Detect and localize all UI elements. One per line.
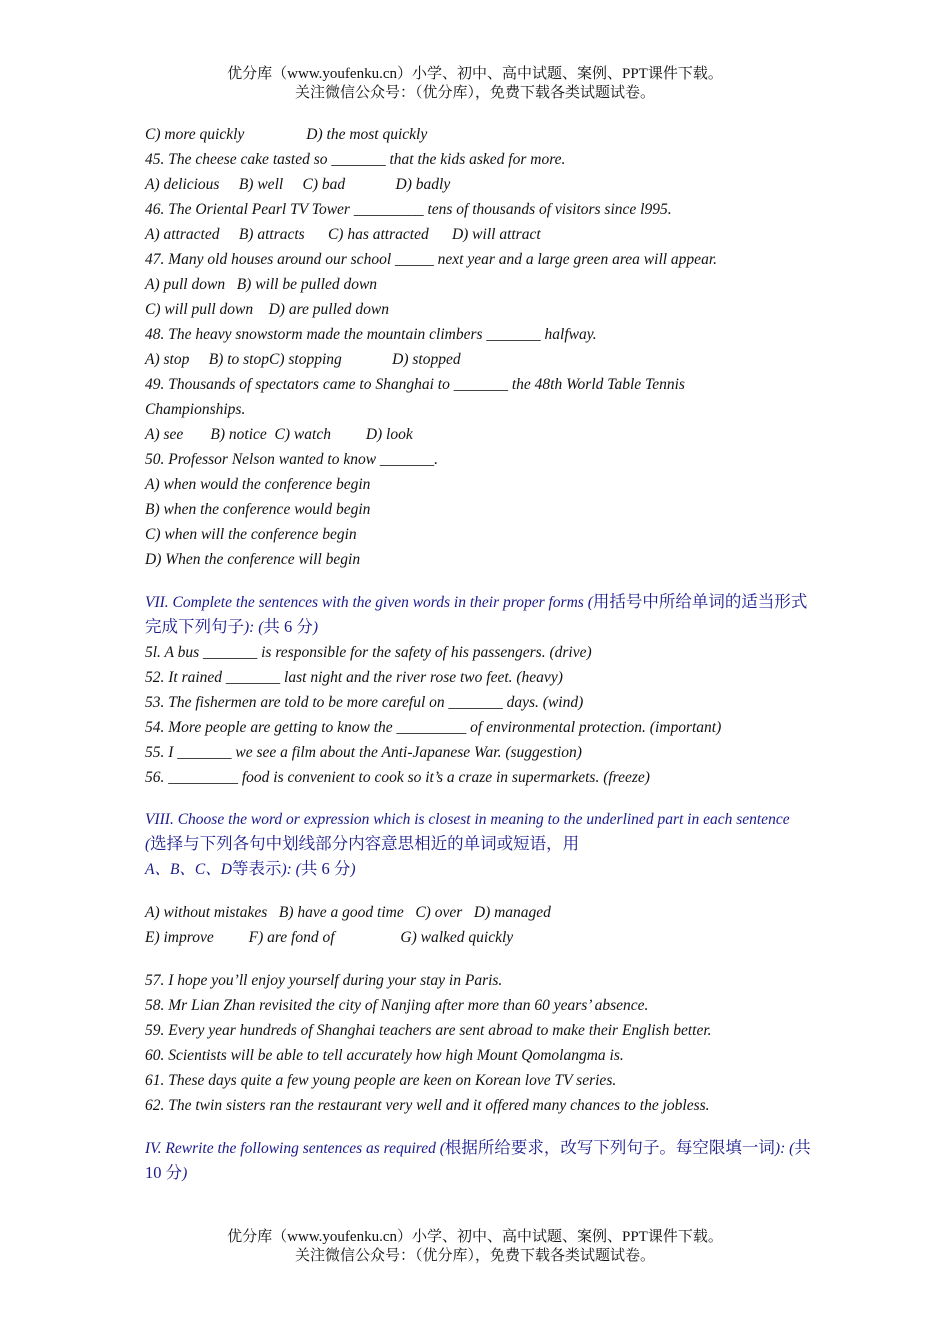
question-line: 47. Many old houses around our school _____ next year and a large green area will appear.	[145, 251, 718, 268]
section-8-option-line: E) improve F) are fond of G) walked quickly	[145, 929, 514, 946]
question-line: A) see B) notice C) watch D) look	[145, 426, 413, 443]
section-7-question: 52. It rained _______ last night and the river rose two feet. (heavy)	[145, 669, 563, 686]
section-8-question: 60. Scientists will be able to tell accurately how high Mount Qomolangma is.	[145, 1047, 624, 1064]
section-8-question: 59. Every year hundreds of Shanghai teachers are sent abroad to make their English better.	[145, 1022, 712, 1039]
question-line: D) When the conference will begin	[145, 551, 361, 568]
section-8-question: 57. I hope you’ll enjoy yourself during your stay in Paris.	[145, 972, 503, 989]
question-line: A) when would the conference begin	[145, 476, 371, 493]
question-line: Championships.	[145, 401, 246, 418]
question-line: C) will pull down D) are pulled down	[145, 301, 389, 318]
multiple-choice-block	[145, 122, 815, 572]
question-line: 46. The Oriental Pearl TV Tower _________ tens of thousands of visitors since l995.	[145, 201, 672, 218]
footer-line-2: 关注微信公众号：（优分库），免费下载各类试题试卷。	[294, 1248, 655, 1264]
question-line: A) stop B) to stopC) stopping D) stopped	[145, 351, 461, 368]
section-7-question: 54. More people are getting to know the _________ of environmental protection. (important)	[145, 719, 722, 736]
section-8-options	[145, 900, 815, 950]
section-7-question: 5l. A bus _______ is responsible for the safety of his passengers. (drive)	[145, 644, 592, 661]
section-7-question: 56. _________ food is convenient to cook so it’s a craze in supermarkets. (freeze)	[145, 769, 650, 786]
page-header	[0, 65, 950, 103]
section-8-question: 61. These days quite a few young people are keen on Korean love TV series.	[145, 1072, 617, 1089]
question-line: C) when will the conference begin	[145, 526, 357, 543]
question-line: A) delicious B) well C) bad D) badly	[145, 176, 451, 193]
section-8-option-line: A) without mistakes B) have a good time C) over D) managed	[145, 904, 551, 921]
section-8-title: VIII. Choose the word or expression which is closest in meaning to the underlined part in each sentence (选择与下列各句中划线部分内容意思相近的单词或短语，用 A、B、C、D等表示): (共 6 分)	[145, 811, 790, 878]
section-8-items	[145, 968, 815, 1118]
question-line: C) more quickly D) the most quickly	[145, 126, 428, 143]
section-7-question: 55. I _______ we see a film about the Anti-Japanese War. (suggestion)	[145, 744, 582, 761]
header-line-1: 优分库（www.youfenku.cn）小学、初中、高中试题、案例、PPT课件下载。	[227, 66, 723, 82]
question-line: B) when the conference would begin	[145, 501, 371, 518]
section-8-question: 58. Mr Lian Zhan revisited the city of Nanjing after more than 60 years’ absence.	[145, 997, 649, 1014]
question-line: 50. Professor Nelson wanted to know _______.	[145, 451, 439, 468]
section-4-title: IV. Rewrite the following sentences as required (根据所给要求，改写下列句子。每空限填一词): (共 10 分)	[145, 1138, 811, 1182]
footer-line-1: 优分库（www.youfenku.cn）小学、初中、高中试题、案例、PPT课件下载。	[227, 1229, 723, 1245]
question-line: 49. Thousands of spectators came to Shanghai to _______ the 48th World Table Tennis	[145, 376, 685, 393]
header-line-2: 关注微信公众号：（优分库），免费下载各类试题试卷。	[294, 85, 655, 101]
question-line: A) attracted B) attracts C) has attracted D) will attract	[145, 226, 541, 243]
exam-content	[145, 122, 815, 1186]
section-7-question: 53. The fishermen are told to be more careful on _______ days. (wind)	[145, 694, 584, 711]
question-line: 48. The heavy snowstorm made the mountain climbers _______ halfway.	[145, 326, 597, 343]
section-8-question: 62. The twin sisters ran the restaurant very well and it offered many chances to the jobless.	[145, 1097, 710, 1114]
question-line: A) pull down B) will be pulled down	[145, 276, 378, 293]
page-footer	[0, 1228, 950, 1266]
section-7-title: VII. Complete the sentences with the given words in their proper forms (用括号中所给单词的适当形式完成下列句子): (共 6 分)	[145, 592, 808, 636]
section-7-items	[145, 640, 815, 790]
question-line: 45. The cheese cake tasted so _______ that the kids asked for more.	[145, 151, 566, 168]
